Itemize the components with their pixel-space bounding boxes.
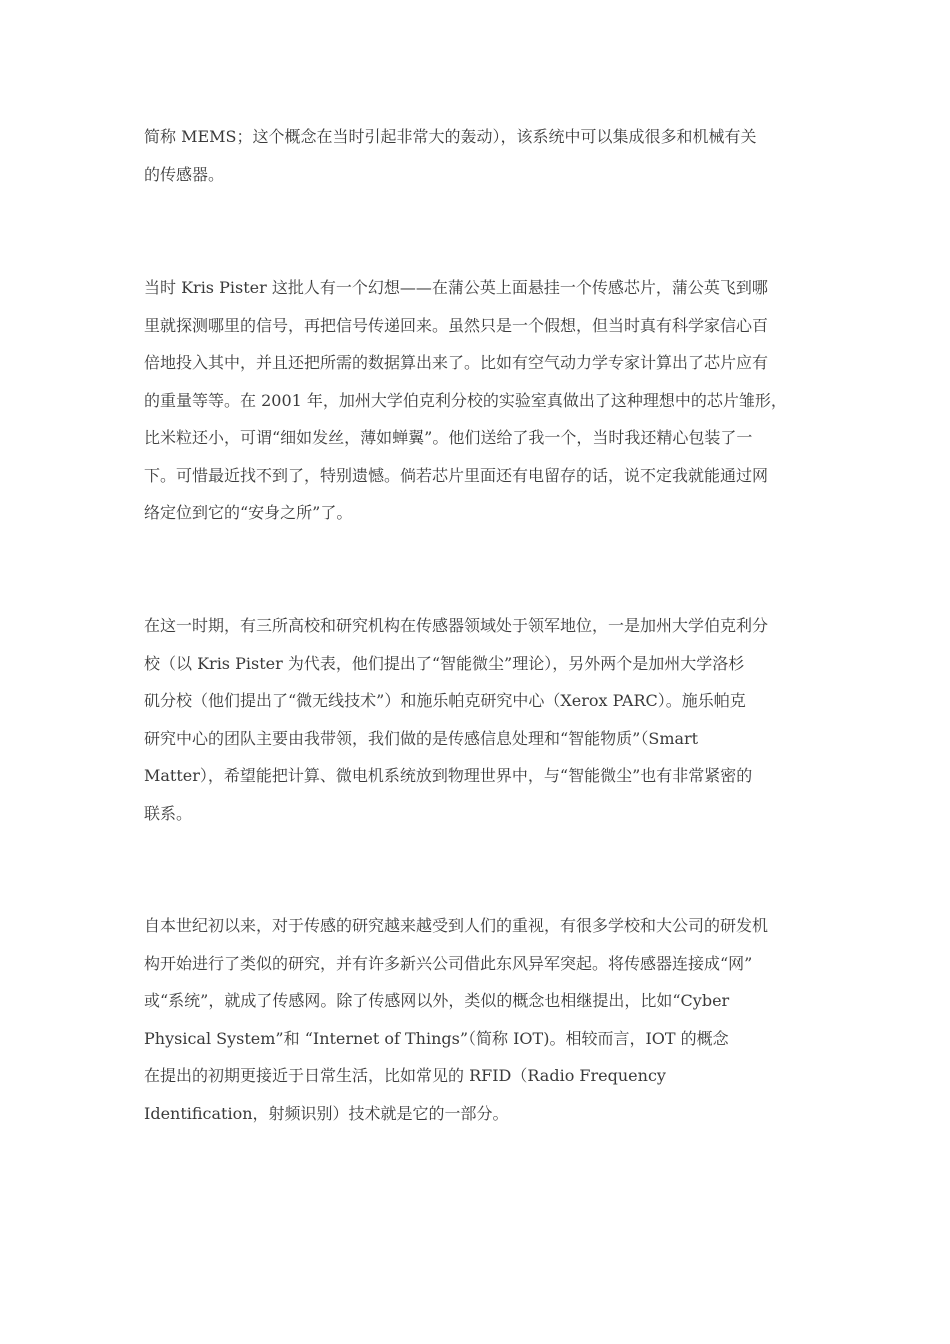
text-line: 比米粒还小，可谓“细如发丝，薄如蝉翼”。他们送给了我一个，当时我还精心包装了一 bbox=[144, 428, 753, 447]
text-line: 校（以 Kris Pister 为代表，他们提出了“智能微尘”理论），另外两个是加州大学洛杉 bbox=[144, 653, 745, 673]
paragraph-dandelion-fantasy bbox=[144, 269, 787, 532]
text-line: 简称 MEMS；这个概念在当时引起非常大的轰动），该系统中可以集成很多和机械有关 bbox=[144, 127, 757, 146]
text-line: 里就探测哪里的信号，再把信号传递回来。虽然只是一个假想，但当时真有科学家信心百 bbox=[144, 315, 769, 335]
text-line: Identification，射频识别）技术就是它的一部分。 bbox=[144, 1103, 509, 1123]
text-line: 当时 Kris Pister 这批人有一个幻想——在蒲公英上面悬挂一个传感芯片，蒲公英飞到哪 bbox=[144, 278, 768, 297]
text-line: 构开始进行了类似的研究，并有许多新兴公司借此东风异军突起。将传感器连接成“网” bbox=[144, 953, 753, 973]
text-line: 在这一时期，有三所高校和研究机构在传感器领域处于领军地位，一是加州大学伯克利分 bbox=[144, 616, 769, 635]
text-line: 研究中心的团队主要由我带领，我们做的是传感信息处理和“智能物质”（Smart bbox=[144, 728, 699, 748]
text-line: 或“系统”，就成了传感网。除了传感网以外，类似的概念也相继提出，比如“Cyber bbox=[144, 991, 730, 1010]
paragraph-sensor-network-iot bbox=[144, 907, 768, 1132]
text-line: 络定位到它的“安身之所”了。 bbox=[144, 503, 353, 522]
text-line: 倍地投入其中，并且还把所需的数据算出来了。比如有空气动力学专家计算出了芯片应有 bbox=[144, 353, 769, 372]
text-line: 下。可惜最近找不到了，特别遗憾。倘若芯片里面还有电留存的话，说不定我就能通过网 bbox=[144, 465, 769, 485]
text-line: 的重量等等。在 2001 年，加州大学伯克利分校的实验室真做出了这种理想中的芯片雏形， bbox=[144, 390, 787, 410]
text-line: Matter），希望能把计算、微电机系统放到物理世界中，与“智能微尘”也有非常紧密的 bbox=[144, 766, 753, 785]
paragraph-research-institutions bbox=[144, 607, 768, 832]
paragraph-mems bbox=[144, 118, 757, 193]
text-line: Physical System”和 “Internet of Things”（简称 IOT)。相较而言，IOT 的概念 bbox=[144, 1028, 729, 1048]
text-line: 联系。 bbox=[144, 803, 193, 823]
text-line: 的传感器。 bbox=[144, 164, 225, 184]
text-line: 矶分校（他们提出了“微无线技术”）和施乐帕克研究中心（Xerox PARC）。施乐帕克 bbox=[144, 691, 746, 710]
text-line: 自本世纪初以来，对于传感的研究越来越受到人们的重视，有很多学校和大公司的研发机 bbox=[144, 916, 769, 935]
text-line: 在提出的初期更接近于日常生活，比如常见的 RFID（Radio Frequency bbox=[144, 1066, 666, 1085]
